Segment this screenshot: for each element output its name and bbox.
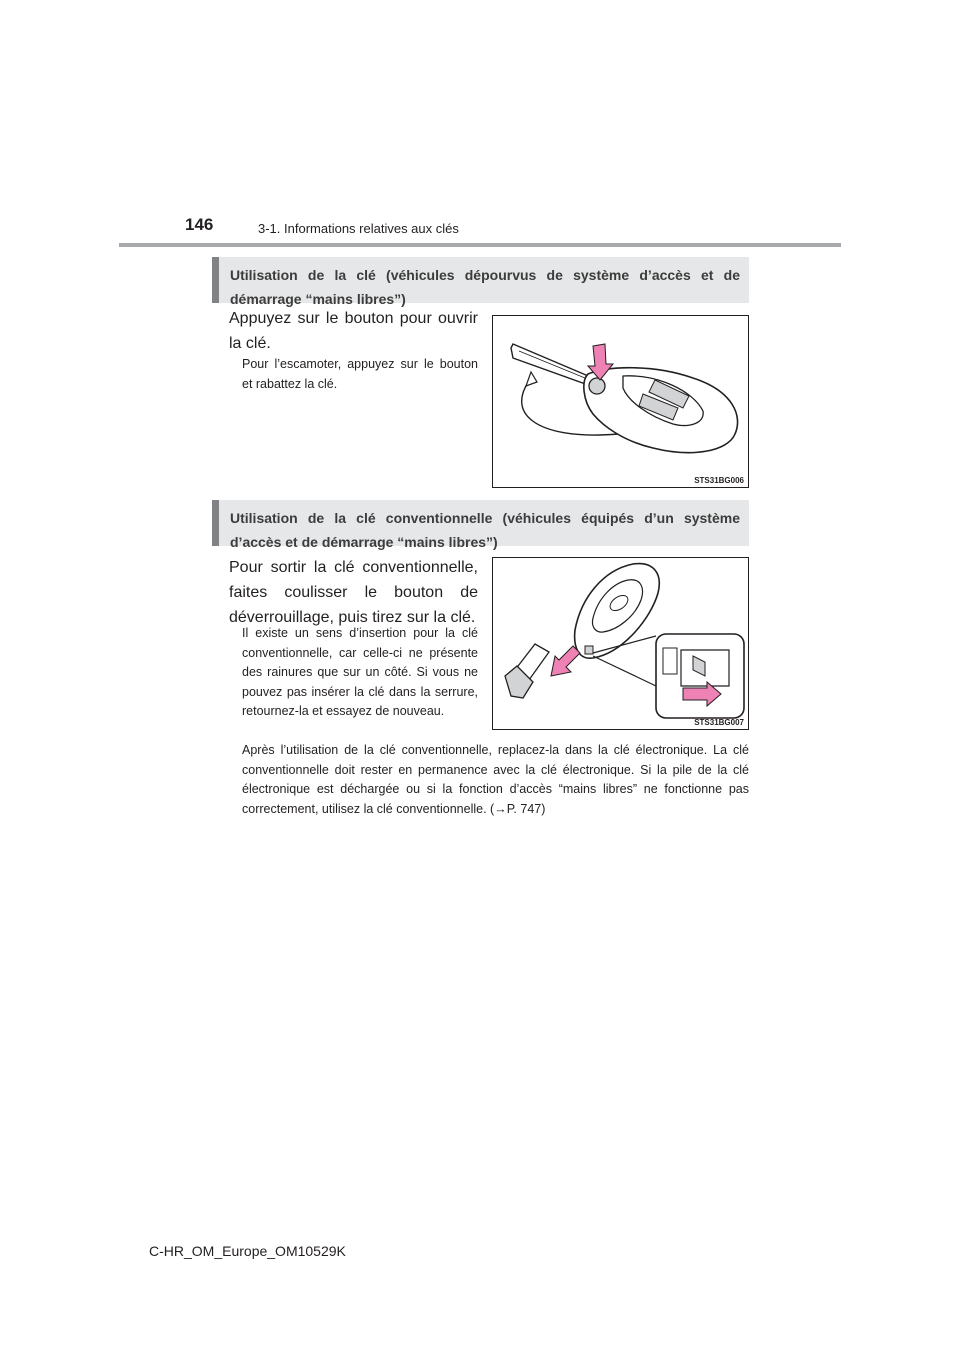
key-fold-illustration bbox=[493, 316, 748, 487]
section-title: 3-1. Informations relatives aux clés bbox=[258, 221, 459, 236]
section1-instruction: Appuyez sur le bouton pour ouvrir la clé. bbox=[229, 310, 478, 352]
mechanical-key-illustration bbox=[493, 558, 748, 729]
figure1-code: STS31BG006 bbox=[694, 476, 744, 485]
release-button bbox=[589, 378, 605, 394]
section1-heading: Utilisation de la clé (véhicules dépourvus de système d’accès et de démarrage “mains libres”) bbox=[212, 257, 749, 303]
section2-note1: Il existe un sens d’insertion pour la clé conventionnelle, car celle-ci ne présente des rainures que sur un côté. Si vous ne pouvez pas insérer la clé dans la serrure, retournez-la et essayez de nouveau. bbox=[242, 626, 478, 718]
header-rule bbox=[119, 243, 841, 247]
section2-note2: Après l’utilisation de la clé conventionnelle, replacez-la dans la clé électronique. La clé conventionnelle doit rester en permanence avec la clé électronique. Si la pile de la clé électronique est déchargée ou si la fonction d’accès “mains libres” ne fonctionne pas correctement, utilisez la clé conventionnelle. (→P. 747) bbox=[242, 743, 749, 816]
section2-heading: Utilisation de la clé conventionnelle (véhicules équipés d’un système d’accès et de démarrage “mains libres”) bbox=[212, 500, 749, 546]
figure2-code: STS31BG007 bbox=[694, 718, 744, 727]
inset-slot bbox=[663, 648, 677, 674]
page-number: 146 bbox=[185, 215, 214, 234]
key-blade bbox=[511, 344, 593, 386]
slide-button bbox=[585, 646, 593, 654]
pull-arrow-icon bbox=[551, 646, 580, 676]
key-fold-figure bbox=[492, 315, 749, 488]
section2-instruction: Pour sortir la clé conventionnelle, faites coulisser le bouton de déverrouillage, puis tirez sur la clé. bbox=[229, 559, 478, 626]
zoom-line-bottom bbox=[593, 656, 656, 686]
section1-note: Pour l’escamoter, appuyez sur le bouton et rabattez la clé. bbox=[242, 357, 478, 391]
blade-groove bbox=[519, 351, 585, 378]
mechanical-key-figure bbox=[492, 557, 749, 730]
footer-document-code: C-HR_OM_Europe_OM10529K bbox=[149, 1243, 346, 1259]
fold-arrow-head bbox=[526, 372, 537, 386]
